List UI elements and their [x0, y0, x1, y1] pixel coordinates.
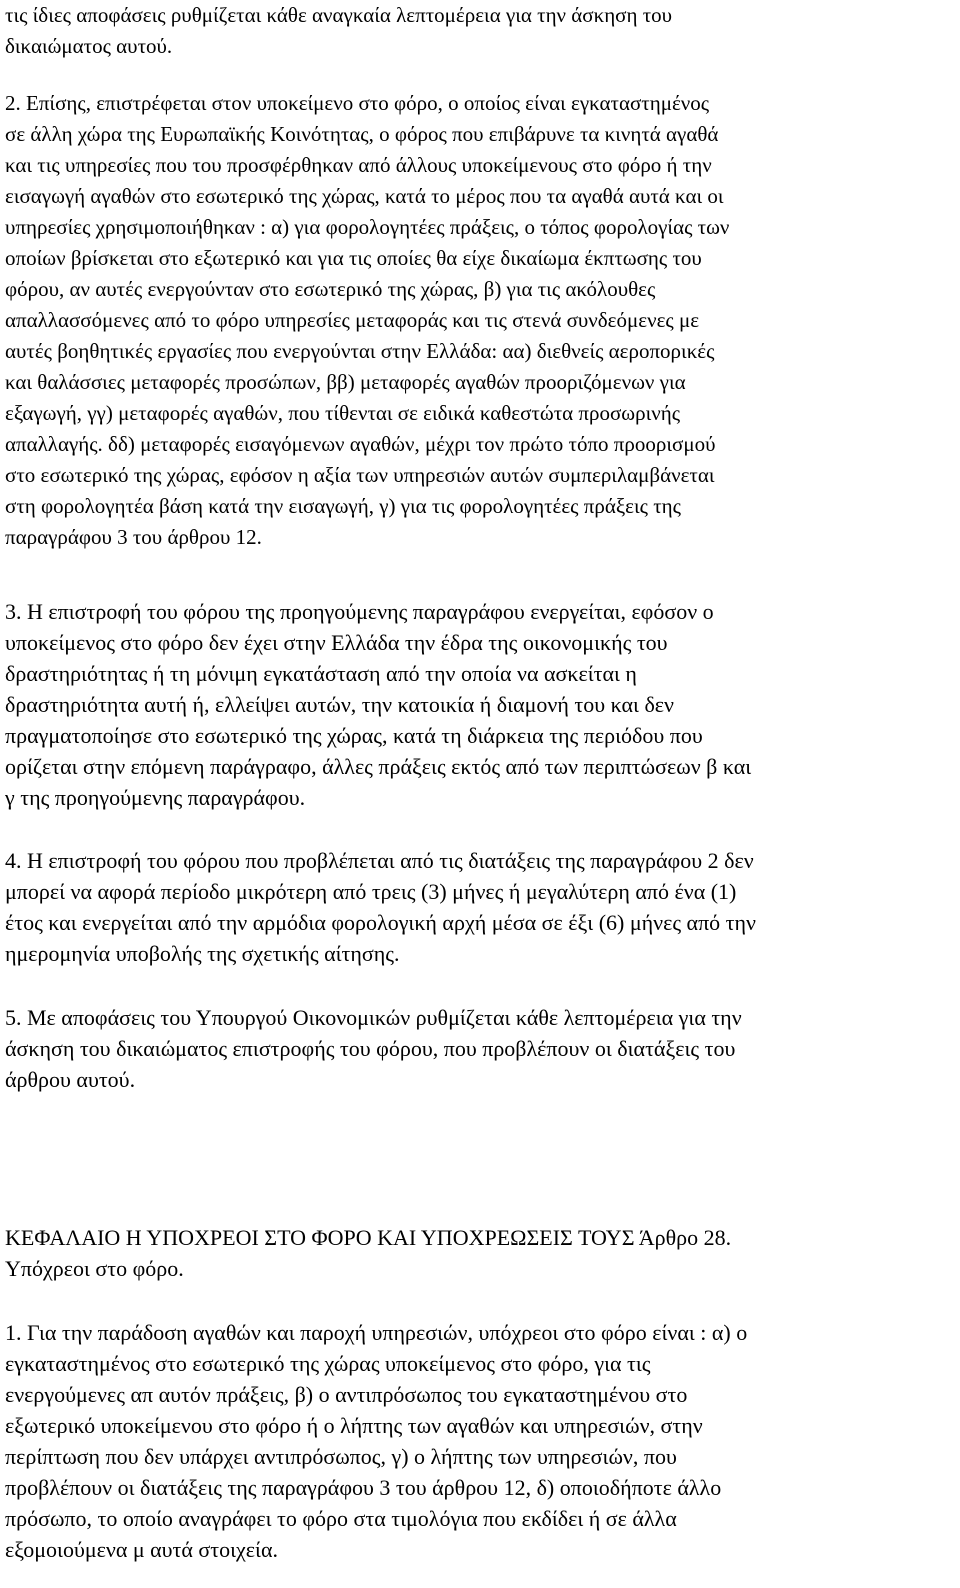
text-line: απαλλαγής. δδ) μεταφορές εισαγόμενων αγαθών, μέχρι τον πρώτο τόπο προορισμού — [5, 432, 716, 456]
text-line: άρθρου αυτού. — [5, 1067, 136, 1092]
text-line: προβλέπουν οι διατάξεις της παραγράφου 3 του άρθρου 12, δ) οποιοδήποτε άλλο — [5, 1475, 722, 1500]
text-line: δραστηριότητας ή τη μόνιμη εγκατάσταση από την οποία να ασκείται η — [5, 661, 637, 686]
paragraph-3 — [5, 596, 945, 813]
text-line: 3. Η επιστροφή του φόρου της προηγούμενης παραγράφου ενεργείται, εφόσον ο — [5, 599, 714, 624]
chapter-heading — [5, 1222, 945, 1284]
paragraph-2 — [5, 88, 945, 553]
text-line: 5. Με αποφάσεις του Υπουργού Οικονομικών ρυθμίζεται κάθε λεπτομέρεια για την — [5, 1005, 742, 1030]
text-line: στο εσωτερικό της χώρας, εφόσον η αξία των υπηρεσιών αυτών συμπεριλαμβάνεται — [5, 463, 715, 487]
text-line: οποίων βρίσκεται στο εξωτερικό και για τις οποίες θα είχε δικαίωμα έκπτωσης του — [5, 246, 702, 270]
text-line: 2. Επίσης, επιστρέφεται στον υποκείμενο στο φόρο, ο οποίος είναι εγκαταστημένος — [5, 91, 710, 115]
text-line: υπηρεσίες χρησιμοποιήθηκαν : α) για φορολογητέες πράξεις, ο τόπος φορολογίας των — [5, 215, 730, 239]
text-line: ενεργούμενες απ αυτόν πράξεις, β) ο αντιπρόσωπος του εγκαταστημένου στο — [5, 1382, 688, 1407]
text-line: 1. Για την παράδοση αγαθών και παροχή υπηρεσιών, υπόχρεοι στο φόρο είναι : α) ο — [5, 1320, 748, 1345]
text-line: εγκαταστημένος στο εσωτερικό της χώρας υποκείμενος στο φόρο, για τις — [5, 1351, 651, 1376]
text-line: άσκηση του δικαιώματος επιστροφής του φόρου, που προβλέπουν οι διατάξεις του — [5, 1036, 736, 1061]
text-line: έτος και ενεργείται από την αρμόδια φορολογική αρχή μέσα σε έξι (6) μήνες από την — [5, 910, 756, 935]
text-line: απαλλασσόμενες από το φόρο υπηρεσίες μεταφοράς και τις στενά συνδεόμενες με — [5, 308, 700, 332]
text-line: γ της προηγούμενης παραγράφου. — [5, 785, 306, 810]
paragraph-5 — [5, 1002, 945, 1095]
text-line: τις ίδιες αποφάσεις ρυθμίζεται κάθε αναγκαία λεπτομέρεια για την άσκηση του — [5, 3, 673, 27]
text-line: περίπτωση που δεν υπάρχει αντιπρόσωπος, γ) ο λήπτης των υπηρεσιών, που — [5, 1444, 677, 1469]
text-line: εξαγωγή, γγ) μεταφορές αγαθών, που τίθενται σε ειδικά καθεστώτα προσωρινής — [5, 401, 681, 425]
text-line: παραγράφου 3 του άρθρου 12. — [5, 525, 262, 549]
text-line: εισαγωγή αγαθών στο εσωτερικό της χώρας, κατά το μέρος που τα αγαθά αυτά και οι — [5, 184, 724, 208]
text-line: υποκείμενος στο φόρο δεν έχει στην Ελλάδα την έδρα της οικονομικής του — [5, 630, 668, 655]
text-line: σε άλλη χώρα της Ευρωπαϊκής Κοινότητας, ο φόρος που επιβάρυνε τα κινητά αγαθά — [5, 122, 719, 146]
text-line: 4. Η επιστροφή του φόρου που προβλέπεται από τις διατάξεις της παραγράφου 2 δεν — [5, 848, 754, 873]
heading-line: ΚΕΦΑΛΑΙΟ Η ΥΠΟΧΡΕΟΙ ΣΤΟ ΦΟΡΟ ΚΑΙ ΥΠΟΧΡΕΩΣΕΙΣ ΤΟΥΣ Άρθρο 28. — [5, 1225, 732, 1250]
text-line: ορίζεται στην επόμενη παράγραφο, άλλες πράξεις εκτός από των περιπτώσεων β και — [5, 754, 752, 779]
text-line: δραστηριότητα αυτή ή, ελλείψει αυτών, την κατοικία ή διαμονή του και δεν — [5, 692, 674, 717]
paragraph-4 — [5, 845, 945, 969]
heading-line: Υπόχρεοι στο φόρο. — [5, 1256, 184, 1281]
text-line: εξομοιούμενα μ αυτά στοιχεία. — [5, 1537, 278, 1562]
text-line: και τις υπηρεσίες που του προσφέρθηκαν από άλλους υποκείμενους στο φόρο ή την — [5, 153, 712, 177]
intro-paragraph — [5, 0, 945, 62]
text-line: ημερομηνία υποβολής της σχετικής αίτησης. — [5, 941, 400, 966]
article-28-paragraph-1 — [5, 1317, 945, 1565]
text-line: εξωτερικό υποκείμενου στο φόρο ή ο λήπτης των αγαθών και υπηρεσιών, στην — [5, 1413, 703, 1438]
text-line: φόρου, αν αυτές ενεργούνταν στο εσωτερικό της χώρας, β) για τις ακόλουθες — [5, 277, 656, 301]
text-line: μπορεί να αφορά περίοδο μικρότερη από τρεις (3) μήνες ή μεγαλύτερη από ένα (1) — [5, 879, 737, 904]
text-line: και θαλάσσιες μεταφορές προσώπων, ββ) μεταφορές αγαθών προοριζόμενων για — [5, 370, 686, 394]
text-line: πρόσωπο, το οποίο αναγράφει το φόρο στα τιμολόγια που εκδίδει ή σε άλλα — [5, 1506, 677, 1531]
text-line: αυτές βοηθητικές εργασίες που ενεργούνται στην Ελλάδα: αα) διεθνείς αεροπορικές — [5, 339, 715, 363]
text-line: στη φορολογητέα βάση κατά την εισαγωγή, γ) για τις φορολογητέες πράξεις της — [5, 494, 681, 518]
text-line: πραγματοποίησε στο εσωτερικό της χώρας, κατά τη διάρκεια της περιόδου που — [5, 723, 703, 748]
text-line: δικαιώματος αυτού. — [5, 34, 173, 58]
